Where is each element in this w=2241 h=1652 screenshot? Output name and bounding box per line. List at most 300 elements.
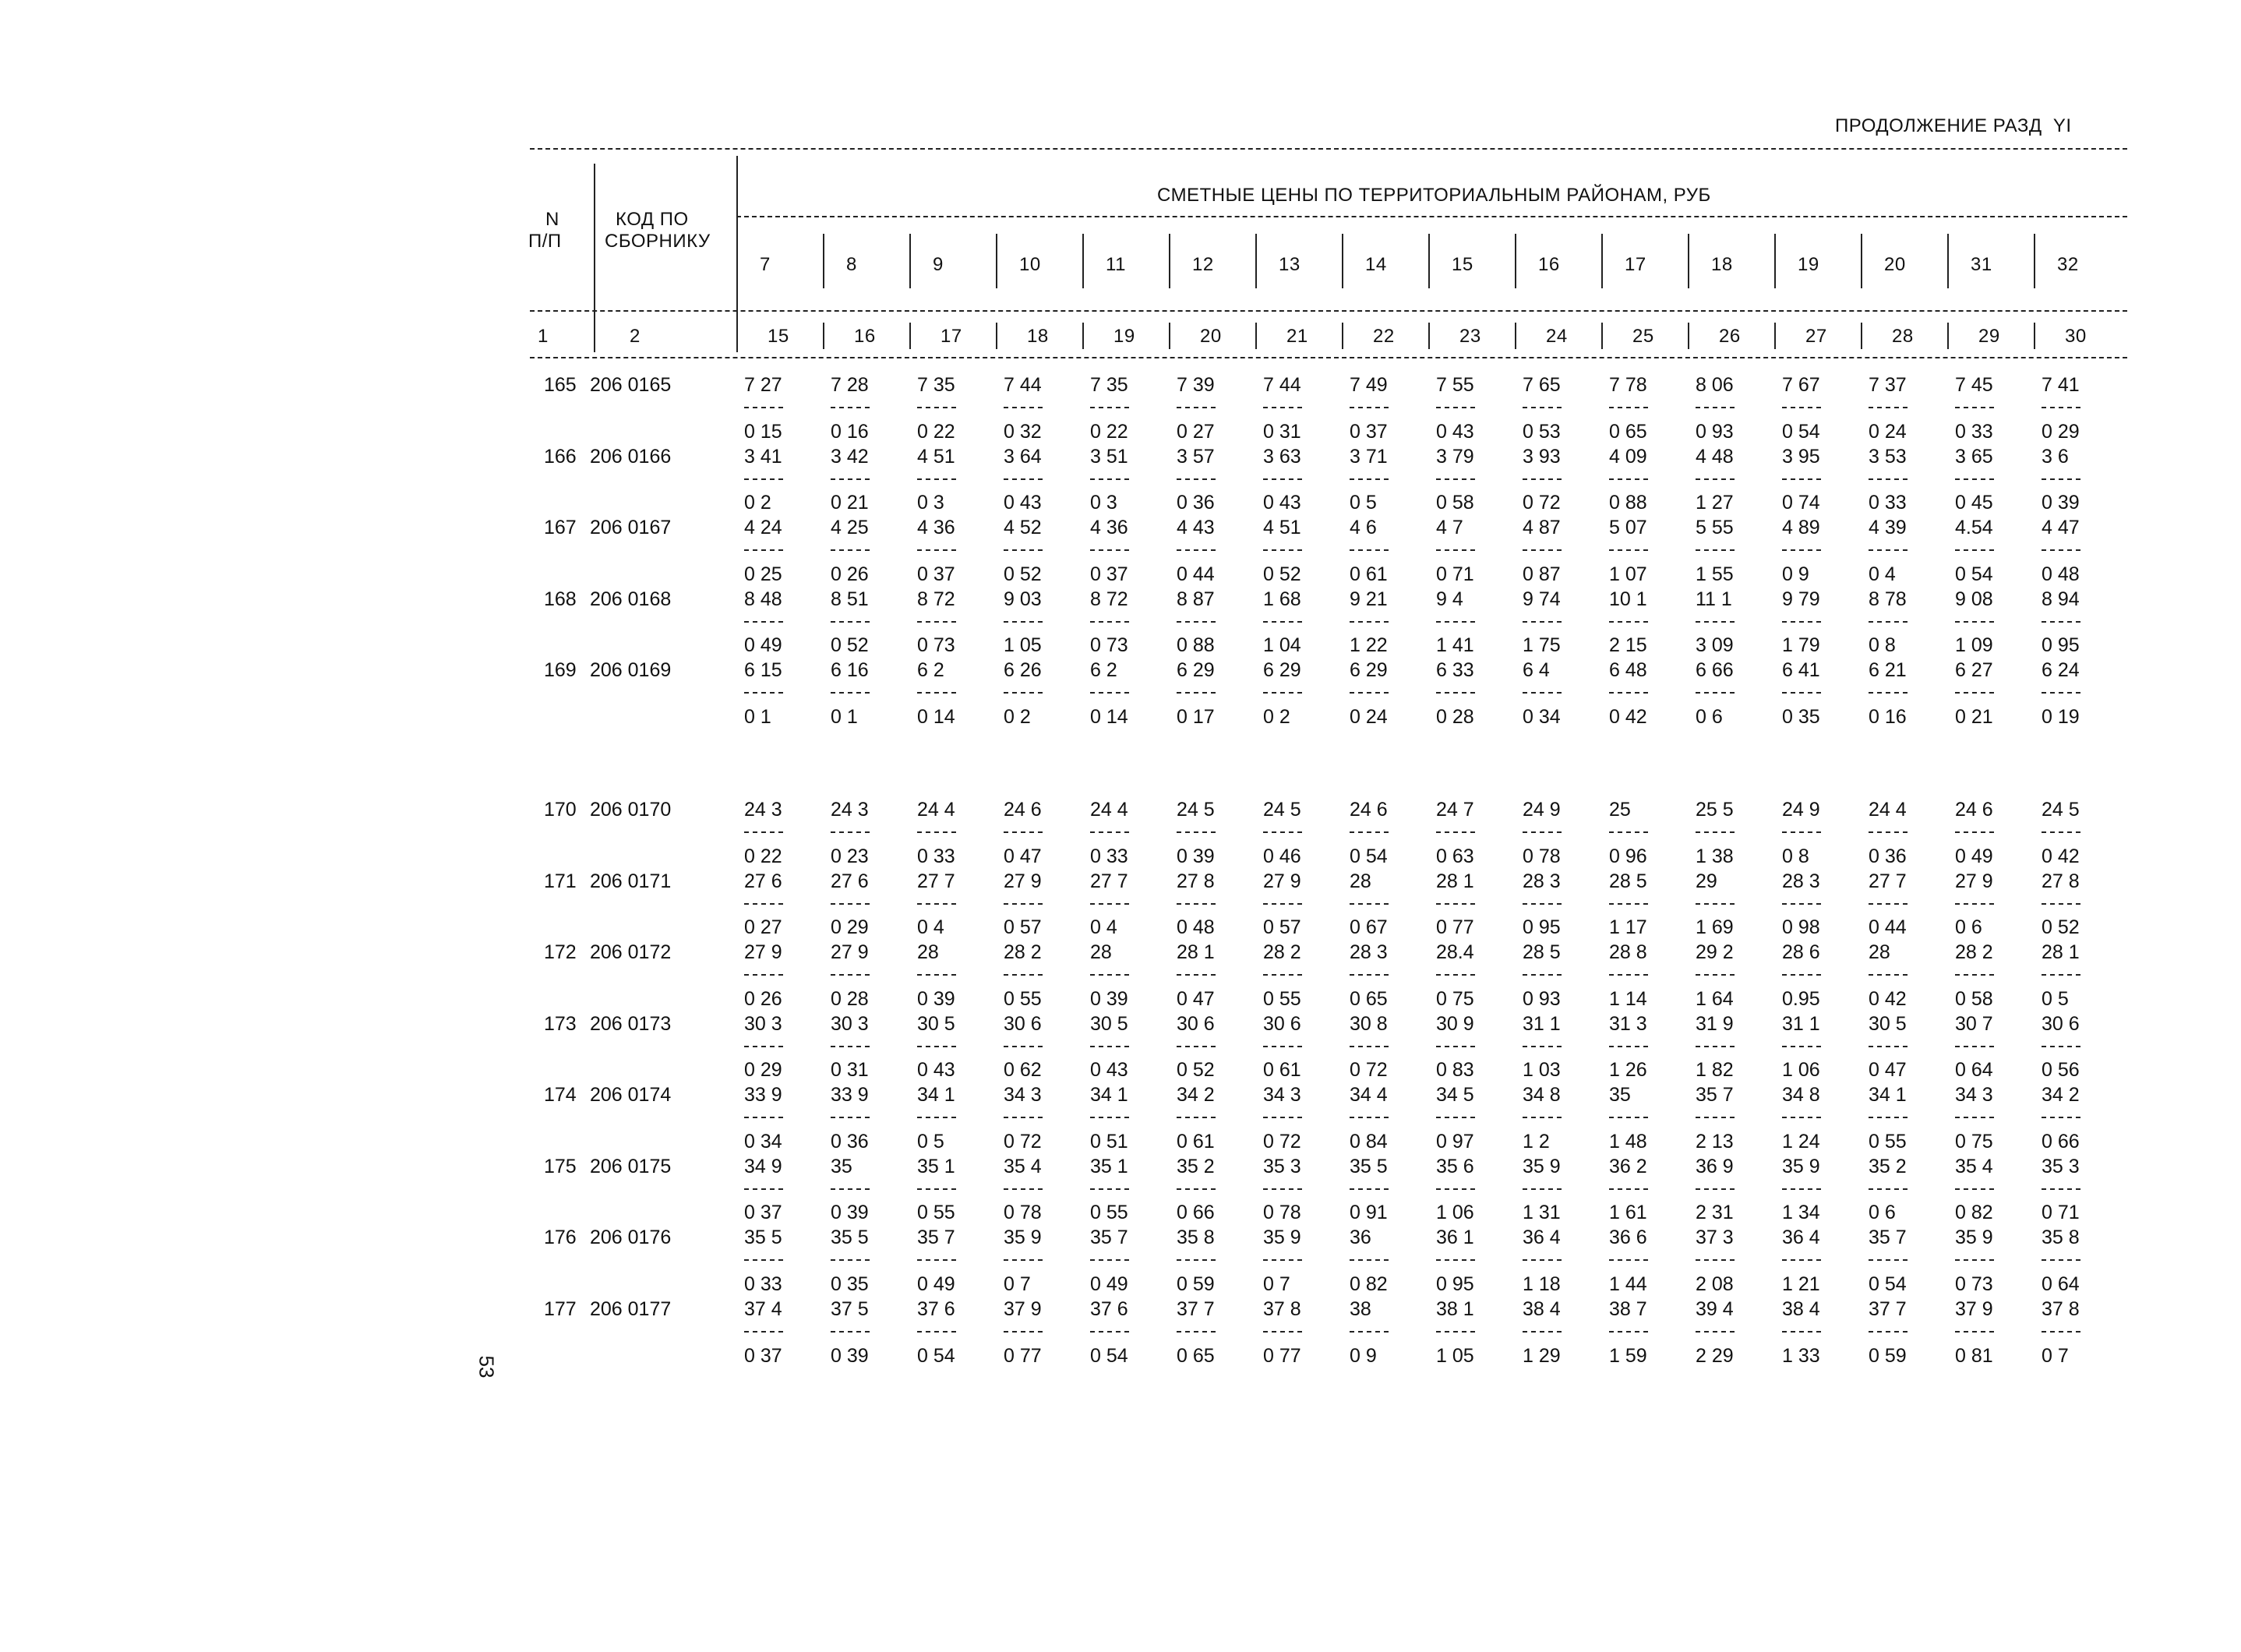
fraction-bar — [1350, 974, 1389, 976]
price-upper-value: 25 — [1609, 799, 1631, 821]
fraction-bar — [1696, 1046, 1735, 1047]
column-separator — [2034, 323, 2035, 349]
fraction-bar — [831, 1188, 870, 1190]
price-lower-value: 0 91 — [1350, 1202, 1388, 1223]
price-lower-value: 0 73 — [917, 634, 955, 656]
fraction-bar — [1523, 974, 1562, 976]
price-lower-value: 0 73 — [1955, 1273, 1993, 1295]
price-upper-value: 34 9 — [744, 1155, 782, 1177]
region-number: 32 — [2057, 254, 2079, 275]
column-separator — [823, 234, 824, 288]
price-lower-value: 0 36 — [1177, 492, 1215, 514]
price-lower-value: 0 54 — [1090, 1344, 1128, 1367]
fraction-bar — [1004, 1331, 1043, 1333]
price-lower-value: 0 95 — [1523, 916, 1561, 938]
fraction-bar — [2042, 478, 2080, 480]
price-upper-value: 30 5 — [1869, 1012, 1907, 1035]
price-lower-value: 0 54 — [1782, 420, 1820, 443]
catalog-code: 206 0168 — [590, 588, 672, 610]
column-separator — [1082, 234, 1084, 288]
fraction-bar — [1090, 1117, 1129, 1118]
fraction-bar — [1436, 407, 1475, 408]
price-upper-value: 34 2 — [1177, 1084, 1215, 1106]
price-lower-value: 1 04 — [1263, 634, 1301, 656]
fraction-bar — [1350, 1046, 1389, 1047]
price-upper-value: 37 8 — [1263, 1297, 1301, 1320]
price-lower-value: 0 43 — [1004, 492, 1042, 514]
fraction-bar — [1782, 1259, 1821, 1261]
fraction-bar — [917, 478, 956, 480]
fraction-bar — [1696, 974, 1735, 976]
catalog-code: 206 0177 — [590, 1297, 672, 1320]
price-lower-value: 0 22 — [917, 420, 955, 443]
fraction-bar — [1436, 1331, 1475, 1333]
fraction-bar — [1782, 621, 1821, 623]
catalog-code: 206 0166 — [590, 445, 672, 468]
price-upper-value: 34 4 — [1350, 1084, 1388, 1106]
price-upper-value: 6 29 — [1350, 659, 1388, 681]
price-lower-value: 0 6 — [1955, 916, 1982, 938]
fraction-bar — [1609, 1117, 1648, 1118]
price-lower-value: 0 57 — [1263, 916, 1301, 938]
price-upper-value: 28 — [1090, 941, 1112, 963]
price-upper-value: 7 49 — [1350, 374, 1388, 396]
price-upper-value: 35 2 — [1177, 1155, 1215, 1177]
fraction-bar — [1609, 974, 1648, 976]
fraction-bar — [1869, 407, 1907, 408]
price-lower-value: 0 37 — [1350, 420, 1388, 443]
price-upper-value: 5 07 — [1609, 517, 1647, 538]
catalog-code: 206 0172 — [590, 941, 672, 963]
price-lower-value: 0 55 — [1090, 1202, 1128, 1223]
fraction-bar — [917, 549, 956, 551]
price-lower-value: 0 88 — [1609, 492, 1647, 514]
catalog-code: 206 0170 — [590, 799, 672, 821]
price-lower-value: 0 7 — [1263, 1273, 1290, 1295]
fraction-bar — [1869, 974, 1907, 976]
fraction-bar — [1523, 1188, 1562, 1190]
price-lower-value: 0 47 — [1177, 987, 1215, 1010]
col-index: 27 — [1805, 326, 1827, 347]
price-lower-value: 0 6 — [1696, 706, 1723, 728]
fraction-bar — [1955, 1331, 1994, 1333]
fraction-bar — [1177, 1188, 1216, 1190]
price-lower-value: 0 45 — [1955, 492, 1993, 514]
fraction-bar — [1609, 407, 1648, 408]
fraction-bar — [1177, 831, 1216, 833]
price-upper-value: 28 6 — [1782, 941, 1820, 963]
column-separator — [1947, 323, 1949, 349]
price-upper-value: 7 45 — [1955, 374, 1993, 396]
price-lower-value: 0 37 — [1090, 563, 1128, 585]
row-number: 168 — [544, 588, 577, 610]
fraction-bar — [1004, 621, 1043, 623]
price-upper-value: 4 47 — [2042, 517, 2080, 538]
price-lower-value: 0 5 — [2042, 987, 2069, 1010]
fraction-bar — [1782, 478, 1821, 480]
price-upper-value: 34 1 — [917, 1084, 955, 1106]
fraction-bar — [1696, 692, 1735, 694]
price-upper-value: 8 51 — [831, 588, 869, 610]
price-lower-value: 0 61 — [1177, 1130, 1215, 1153]
fraction-bar — [917, 831, 956, 833]
fraction-bar — [1609, 831, 1648, 833]
fraction-bar — [1955, 831, 1994, 833]
price-lower-value: 0 1 — [744, 706, 771, 728]
price-upper-value: 24 7 — [1436, 799, 1474, 821]
fraction-bar — [1090, 903, 1129, 905]
price-lower-value: 0 55 — [1263, 987, 1301, 1010]
col-index: 28 — [1892, 326, 1914, 347]
column-separator — [2034, 234, 2035, 288]
price-upper-value: 4 36 — [1090, 517, 1128, 538]
fraction-bar — [1263, 692, 1302, 694]
price-upper-value: 36 9 — [1696, 1155, 1734, 1177]
price-lower-value: 1 75 — [1523, 634, 1561, 656]
fraction-bar — [744, 903, 783, 905]
price-upper-value: 5 55 — [1696, 517, 1734, 538]
fraction-bar — [1436, 1259, 1475, 1261]
fraction-bar — [744, 1188, 783, 1190]
price-upper-value: 30 3 — [831, 1012, 869, 1035]
price-lower-value: 1 61 — [1609, 1202, 1647, 1223]
price-lower-value: 1 06 — [1782, 1059, 1820, 1081]
price-upper-value: 37 6 — [1090, 1297, 1128, 1320]
price-lower-value: 1 09 — [1955, 634, 1993, 656]
fraction-bar — [1004, 1046, 1043, 1047]
price-upper-value: 7 67 — [1782, 374, 1820, 396]
region-number: 16 — [1538, 254, 1560, 275]
fraction-bar — [1523, 1331, 1562, 1333]
price-lower-value: 0 35 — [1782, 706, 1820, 728]
price-lower-value: 0 27 — [1177, 420, 1215, 443]
price-upper-value: 35 3 — [2042, 1155, 2080, 1177]
column-separator — [996, 234, 997, 288]
price-lower-value: 0 59 — [1869, 1344, 1907, 1367]
fraction-bar — [2042, 549, 2080, 551]
fraction-bar — [1782, 1331, 1821, 1333]
price-upper-value: 35 7 — [1090, 1227, 1128, 1248]
price-lower-value: 0 14 — [917, 706, 955, 728]
price-lower-value: 0 3 — [917, 492, 944, 514]
price-lower-value: 0 52 — [1004, 563, 1042, 585]
price-upper-value: 36 6 — [1609, 1227, 1647, 1248]
price-upper-value: 30 3 — [744, 1012, 782, 1035]
fraction-bar — [1955, 974, 1994, 976]
price-upper-value: 28 5 — [1523, 941, 1561, 963]
fraction-bar — [744, 621, 783, 623]
price-upper-value: 7 55 — [1436, 374, 1474, 396]
price-upper-value: 34 5 — [1436, 1084, 1474, 1106]
price-lower-value: 0 34 — [1523, 706, 1561, 728]
fraction-bar — [1523, 692, 1562, 694]
price-lower-value: 0 16 — [831, 420, 869, 443]
column-separator — [1428, 234, 1430, 288]
price-upper-value: 34 2 — [2042, 1084, 2080, 1106]
price-upper-value: 3 41 — [744, 445, 782, 468]
price-lower-value: 1 26 — [1609, 1059, 1647, 1081]
price-lower-value: 0 55 — [1004, 987, 1042, 1010]
region-number: 13 — [1279, 254, 1300, 275]
fraction-bar — [917, 692, 956, 694]
price-lower-value: 0 97 — [1436, 1130, 1474, 1153]
price-upper-value: 7 27 — [744, 374, 782, 396]
price-upper-value: 6 33 — [1436, 659, 1474, 681]
fraction-bar — [1869, 1117, 1907, 1118]
column-separator — [823, 323, 824, 349]
price-upper-value: 27 9 — [1004, 870, 1042, 892]
fraction-bar — [1782, 903, 1821, 905]
price-upper-value: 9 03 — [1004, 588, 1042, 610]
price-lower-value: 0 54 — [1350, 845, 1388, 867]
region-number: 7 — [760, 254, 771, 275]
price-lower-value: 0 48 — [1177, 916, 1215, 938]
price-lower-value: 1 29 — [1523, 1344, 1561, 1367]
np-header-line2: П/П — [528, 231, 562, 252]
fraction-bar — [1609, 692, 1648, 694]
fraction-bar — [1263, 407, 1302, 408]
price-lower-value: 0 1 — [831, 706, 858, 728]
price-upper-value: 6 66 — [1696, 659, 1734, 681]
fraction-bar — [1436, 974, 1475, 976]
fraction-bar — [1090, 407, 1129, 408]
price-lower-value: 0 56 — [2042, 1059, 2080, 1081]
price-lower-value: 0 61 — [1263, 1059, 1301, 1081]
price-upper-value: 27 9 — [831, 941, 869, 963]
fraction-bar — [1955, 1259, 1994, 1261]
catalog-code: 206 0173 — [590, 1012, 672, 1035]
fraction-bar — [1869, 621, 1907, 623]
fraction-bar — [1090, 549, 1129, 551]
price-lower-value: 0 98 — [1782, 916, 1820, 938]
price-lower-value: 0 47 — [1869, 1059, 1907, 1081]
fraction-bar — [1350, 478, 1389, 480]
price-upper-value: 28 3 — [1523, 870, 1561, 892]
price-upper-value: 28 8 — [1609, 941, 1647, 963]
fraction-bar — [744, 1331, 783, 1333]
fraction-bar — [1782, 1046, 1821, 1047]
fraction-bar — [1609, 1331, 1648, 1333]
column-separator — [1515, 234, 1516, 288]
fraction-bar — [1696, 903, 1735, 905]
fraction-bar — [917, 903, 956, 905]
col-index: 30 — [2065, 326, 2087, 347]
column-separator — [1774, 234, 1776, 288]
price-lower-value: 1 69 — [1696, 916, 1734, 938]
row-number: 177 — [544, 1297, 577, 1320]
price-upper-value: 4 39 — [1869, 517, 1907, 538]
region-number: 17 — [1625, 254, 1646, 275]
price-upper-value: 28 — [917, 941, 939, 963]
price-upper-value: 39 4 — [1696, 1297, 1734, 1320]
price-upper-value: 38 4 — [1782, 1297, 1820, 1320]
price-lower-value: 1 55 — [1696, 563, 1734, 585]
price-lower-value: 0 49 — [1955, 845, 1993, 867]
price-lower-value: 1 05 — [1436, 1344, 1474, 1367]
fraction-bar — [1782, 407, 1821, 408]
price-lower-value: 0 33 — [1090, 845, 1128, 867]
price-lower-value: 0 65 — [1609, 420, 1647, 443]
fraction-bar — [1004, 407, 1043, 408]
price-upper-value: 34 3 — [1955, 1084, 1993, 1106]
price-upper-value: 24 6 — [1004, 799, 1042, 821]
catalog-code: 206 0167 — [590, 517, 672, 538]
fraction-bar — [1782, 692, 1821, 694]
price-upper-value: 24 5 — [1263, 799, 1301, 821]
price-lower-value: 0 49 — [744, 634, 782, 656]
fraction-bar — [744, 974, 783, 976]
price-lower-value: 0 8 — [1782, 845, 1809, 867]
price-lower-value: 0 4 — [1090, 916, 1117, 938]
price-upper-value: 38 1 — [1436, 1297, 1474, 1320]
price-lower-value: 0 43 — [1090, 1059, 1128, 1081]
fraction-bar — [1263, 549, 1302, 551]
price-upper-value: 34 3 — [1263, 1084, 1301, 1106]
row-number: 175 — [544, 1155, 577, 1177]
fraction-bar — [1696, 1331, 1735, 1333]
price-lower-value: 0 66 — [2042, 1130, 2080, 1153]
fraction-bar — [1609, 478, 1648, 480]
price-lower-value: 1 03 — [1523, 1059, 1561, 1081]
price-upper-value: 6 2 — [1090, 659, 1117, 681]
fraction-bar — [917, 1188, 956, 1190]
fraction-bar — [1004, 903, 1043, 905]
catalog-code: 206 0169 — [590, 659, 672, 681]
price-upper-value: 30 5 — [917, 1012, 955, 1035]
price-lower-value: 0 31 — [831, 1059, 869, 1081]
price-lower-value: 0 59 — [1177, 1273, 1215, 1295]
fraction-bar — [1263, 621, 1302, 623]
price-upper-value: 38 7 — [1609, 1297, 1647, 1320]
fraction-bar — [1523, 1117, 1562, 1118]
price-upper-value: 35 7 — [1696, 1084, 1734, 1106]
price-upper-value: 35 9 — [1955, 1227, 1993, 1248]
price-lower-value: 2 29 — [1696, 1344, 1734, 1367]
fraction-bar — [1696, 1188, 1735, 1190]
price-lower-value: 0 58 — [1955, 987, 1993, 1010]
price-lower-value: 0 26 — [831, 563, 869, 585]
fraction-bar — [1523, 621, 1562, 623]
price-lower-value: 0 2 — [1263, 706, 1290, 728]
fraction-bar — [1955, 478, 1994, 480]
price-lower-value: 0 54 — [1955, 563, 1993, 585]
column-separator — [996, 323, 997, 349]
fraction-bar — [2042, 831, 2080, 833]
fraction-bar — [744, 1117, 783, 1118]
price-lower-value: 0 17 — [1177, 706, 1215, 728]
region-number: 9 — [933, 254, 944, 275]
price-lower-value: 2 08 — [1696, 1273, 1734, 1295]
price-upper-value: 37 3 — [1696, 1227, 1734, 1248]
price-upper-value: 10 1 — [1609, 588, 1647, 610]
price-upper-value: 6 2 — [917, 659, 944, 681]
price-lower-value: 0 64 — [2042, 1273, 2080, 1295]
fraction-bar — [1090, 1046, 1129, 1047]
row-number: 165 — [544, 374, 577, 396]
region-number: 20 — [1884, 254, 1906, 275]
price-upper-value: 6 4 — [1523, 659, 1550, 681]
fraction-bar — [1523, 407, 1562, 408]
price-lower-value: 0 15 — [744, 420, 782, 443]
price-upper-value: 35 9 — [1782, 1155, 1820, 1177]
price-lower-value: 0 26 — [744, 987, 782, 1010]
col-index: 26 — [1719, 326, 1741, 347]
fraction-bar — [2042, 1117, 2080, 1118]
fraction-bar — [1696, 831, 1735, 833]
region-number: 8 — [846, 254, 857, 275]
fraction-bar — [1350, 903, 1389, 905]
catalog-code: 206 0171 — [590, 870, 672, 892]
price-upper-value: 37 5 — [831, 1297, 869, 1320]
price-upper-value: 8 48 — [744, 588, 782, 610]
fraction-bar — [1004, 1188, 1043, 1190]
price-upper-value: 7 35 — [917, 374, 955, 396]
price-lower-value: 0 33 — [1869, 492, 1907, 514]
price-lower-value: 1 34 — [1782, 1202, 1820, 1223]
price-upper-value: 1 68 — [1263, 588, 1301, 610]
fraction-bar — [831, 1046, 870, 1047]
fraction-bar — [1177, 1117, 1216, 1118]
fraction-bar — [1090, 621, 1129, 623]
price-upper-value: 34 1 — [1090, 1084, 1128, 1106]
fraction-bar — [744, 1259, 783, 1261]
fraction-bar — [1090, 831, 1129, 833]
price-lower-value: 0 42 — [1609, 706, 1647, 728]
price-lower-value: 0 2 — [744, 492, 771, 514]
fraction-bar — [1523, 831, 1562, 833]
price-upper-value: 27 7 — [917, 870, 955, 892]
price-upper-value: 7 39 — [1177, 374, 1215, 396]
price-upper-value: 30 6 — [1263, 1012, 1301, 1035]
price-upper-value: 8 87 — [1177, 588, 1215, 610]
code-header-line2: СБОРНИКУ — [605, 231, 711, 252]
fraction-bar — [1696, 1259, 1735, 1261]
price-lower-value: 0 21 — [831, 492, 869, 514]
price-upper-value: 28 2 — [1263, 941, 1301, 963]
col-index: 20 — [1200, 326, 1222, 347]
price-lower-value: 0 42 — [2042, 845, 2080, 867]
price-upper-value: 34 1 — [1869, 1084, 1907, 1106]
price-lower-value: 0 42 — [1869, 987, 1907, 1010]
price-upper-value: 30 6 — [2042, 1012, 2080, 1035]
price-lower-value: 0 75 — [1955, 1130, 1993, 1153]
price-lower-value: 0 24 — [1350, 706, 1388, 728]
fraction-bar — [1955, 903, 1994, 905]
price-lower-value: 1 22 — [1350, 634, 1388, 656]
price-lower-value: 0 75 — [1436, 987, 1474, 1010]
price-upper-value: 6 29 — [1263, 659, 1301, 681]
price-upper-value: 37 9 — [1004, 1297, 1042, 1320]
price-upper-value: 4 6 — [1350, 517, 1377, 538]
price-lower-value: 0 67 — [1350, 916, 1388, 938]
price-lower-value: 0 81 — [1955, 1344, 1993, 1367]
fraction-bar — [917, 407, 956, 408]
fraction-bar — [1955, 1117, 1994, 1118]
price-lower-value: 0 37 — [917, 563, 955, 585]
price-upper-value: 27 6 — [744, 870, 782, 892]
row-number: 166 — [544, 445, 577, 468]
price-lower-value: 0 39 — [1090, 987, 1128, 1010]
fraction-bar — [917, 1259, 956, 1261]
price-lower-value: 0 88 — [1177, 634, 1215, 656]
fraction-bar — [1869, 831, 1907, 833]
fraction-bar — [1609, 1188, 1648, 1190]
price-upper-value: 33 9 — [744, 1084, 782, 1106]
price-lower-value: 0 22 — [1090, 420, 1128, 443]
fraction-bar — [1004, 974, 1043, 976]
price-lower-value: 1 38 — [1696, 845, 1734, 867]
price-lower-value: 0 31 — [1263, 420, 1301, 443]
